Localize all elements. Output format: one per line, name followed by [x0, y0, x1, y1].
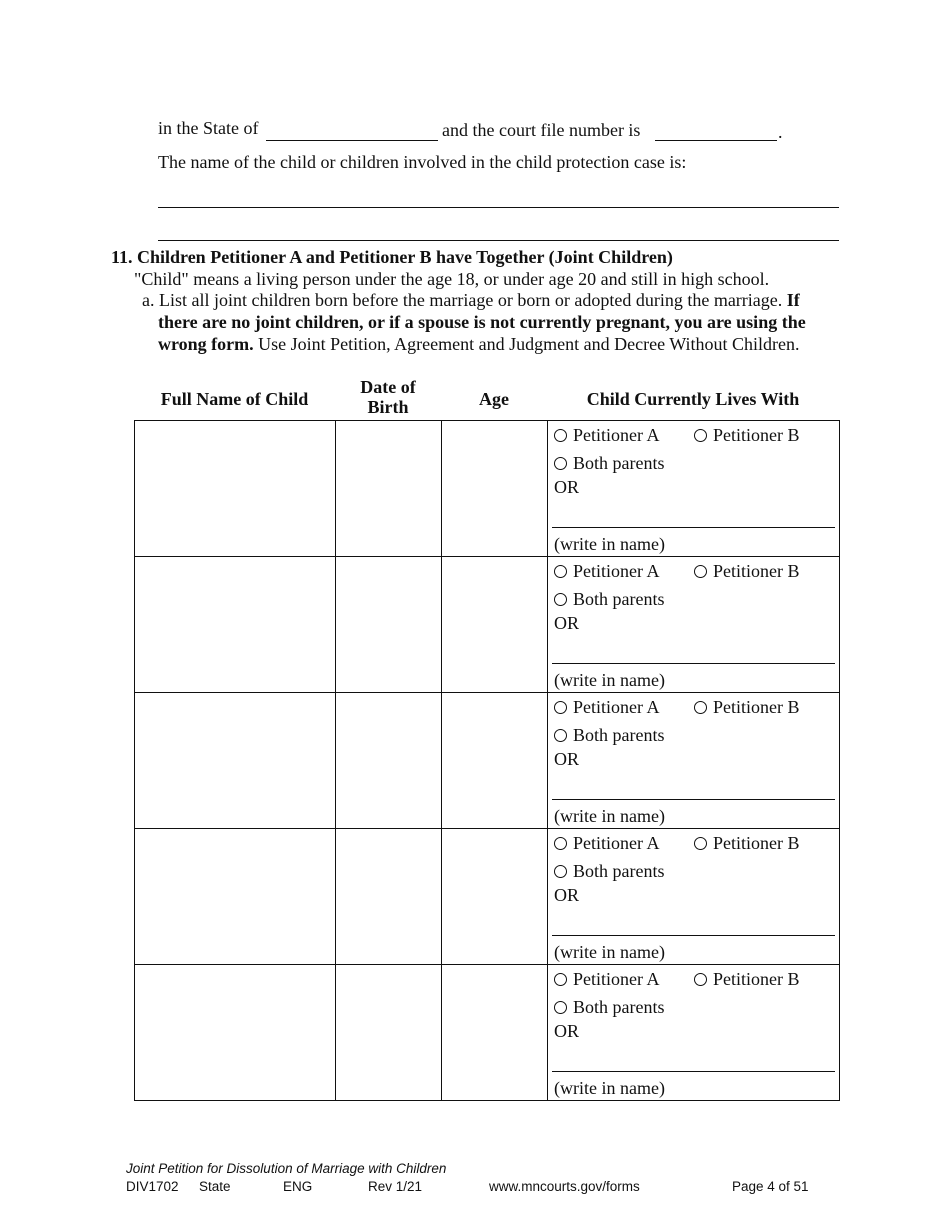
option-petitioner-a-label: Petitioner A: [573, 425, 660, 445]
radio-petitioner-a-icon[interactable]: [554, 973, 567, 986]
option-petitioner-b[interactable]: [694, 697, 800, 717]
write-in-line[interactable]: [552, 1071, 835, 1072]
lives-with-cell: [548, 421, 840, 557]
option-petitioner-a-label: Petitioner A: [573, 969, 660, 989]
child-name-cell[interactable]: [135, 693, 336, 829]
or-label: OR: [554, 749, 580, 769]
write-in-line[interactable]: [552, 799, 835, 800]
option-both-parents-label: Both parents: [573, 725, 665, 745]
lives-with-cell: [548, 693, 840, 829]
write-in-line[interactable]: [552, 935, 835, 936]
option-petitioner-a[interactable]: [554, 697, 660, 717]
write-in-line[interactable]: [552, 663, 835, 664]
item-a-line-1-text: a. List all joint children born before the marriage or born or adopted during the marriage.: [142, 290, 783, 310]
or-label: OR: [554, 1021, 580, 1041]
option-both-parents-label: Both parents: [573, 453, 665, 473]
child-dob-cell[interactable]: [336, 557, 442, 693]
radio-petitioner-b-icon[interactable]: [694, 701, 707, 714]
option-both-parents-label: Both parents: [573, 589, 665, 609]
table-row: [135, 557, 840, 693]
children-names-line-2[interactable]: [158, 240, 839, 241]
footer-website[interactable]: www.mncourts.gov/forms: [489, 1179, 640, 1194]
item-a-line-3: [158, 333, 800, 355]
state-input-line[interactable]: [266, 140, 438, 141]
option-petitioner-b[interactable]: [694, 969, 800, 989]
or-label: OR: [554, 613, 580, 633]
option-petitioner-b-label: Petitioner B: [713, 833, 800, 853]
or-label: OR: [554, 885, 580, 905]
child-dob-cell[interactable]: [336, 965, 442, 1101]
child-dob-cell[interactable]: [336, 693, 442, 829]
write-in-line[interactable]: [552, 527, 835, 528]
lives-with-cell: [548, 557, 840, 693]
child-age-cell[interactable]: [442, 829, 548, 965]
radio-petitioner-a-icon[interactable]: [554, 565, 567, 578]
file-number-label: and the court file number is: [442, 120, 641, 140]
radio-both-parents-icon[interactable]: [554, 457, 567, 470]
footer-form-code: DIV1702: [126, 1179, 179, 1194]
child-definition: "Child" means a living person under the age 18, or under age 20 and still in high school.: [134, 269, 770, 289]
children-names-label: The name of the child or children involved in the child protection case is:: [158, 152, 687, 172]
table-row: [135, 829, 840, 965]
radio-petitioner-a-icon[interactable]: [554, 837, 567, 850]
joint-children-table: [134, 420, 840, 1101]
table-row: [135, 965, 840, 1101]
header-full-name: Full Name of Child: [160, 389, 309, 409]
child-name-cell[interactable]: [135, 829, 336, 965]
item-a-line-1-bold: If: [786, 290, 800, 310]
radio-petitioner-a-icon[interactable]: [554, 429, 567, 442]
footer-language: ENG: [283, 1179, 313, 1194]
item-a-line-2: there are no joint children, or if a spouse is not currently pregnant, you are using the: [158, 312, 806, 332]
option-petitioner-b-label: Petitioner B: [713, 561, 800, 581]
option-petitioner-b-label: Petitioner B: [713, 697, 800, 717]
child-name-cell[interactable]: [135, 557, 336, 693]
option-petitioner-b[interactable]: [694, 425, 800, 445]
write-in-label: (write in name): [554, 942, 665, 962]
write-in-label: (write in name): [554, 534, 665, 554]
header-age: Age: [479, 389, 509, 409]
lives-with-cell: [548, 829, 840, 965]
option-both-parents[interactable]: [554, 861, 665, 881]
radio-petitioner-b-icon[interactable]: [694, 429, 707, 442]
child-name-cell[interactable]: [135, 965, 336, 1101]
child-age-cell[interactable]: [442, 693, 548, 829]
child-age-cell[interactable]: [442, 421, 548, 557]
child-age-cell[interactable]: [442, 557, 548, 693]
radio-both-parents-icon[interactable]: [554, 1001, 567, 1014]
footer-page-number: Page 4 of 51: [732, 1179, 809, 1194]
header-dob-line-2: Birth: [367, 397, 409, 417]
item-a-line-1: [142, 289, 800, 311]
option-both-parents[interactable]: [554, 589, 665, 609]
write-in-label: (write in name): [554, 806, 665, 826]
option-petitioner-a[interactable]: [554, 561, 660, 581]
option-petitioner-b[interactable]: [694, 561, 800, 581]
option-petitioner-a[interactable]: [554, 969, 660, 989]
option-both-parents[interactable]: [554, 997, 665, 1017]
child-dob-cell[interactable]: [336, 421, 442, 557]
option-petitioner-a-label: Petitioner A: [573, 697, 660, 717]
child-age-cell[interactable]: [442, 965, 548, 1101]
child-dob-cell[interactable]: [336, 829, 442, 965]
child-name-cell[interactable]: [135, 421, 336, 557]
header-dob-line-1: Date of: [360, 377, 416, 397]
header-date-of-birth: [335, 377, 441, 417]
item-a-line-3-bold: wrong form.: [158, 334, 254, 354]
option-petitioner-b-label: Petitioner B: [713, 425, 800, 445]
children-names-line-1[interactable]: [158, 207, 839, 208]
file-number-input-line[interactable]: [655, 140, 777, 141]
option-both-parents[interactable]: [554, 725, 665, 745]
radio-petitioner-b-icon[interactable]: [694, 973, 707, 986]
header-lives-with: Child Currently Lives With: [586, 389, 800, 409]
option-petitioner-a-label: Petitioner A: [573, 833, 660, 853]
lives-with-cell: [548, 965, 840, 1101]
option-both-parents[interactable]: [554, 453, 665, 473]
item-a-line-3-text: Use Joint Petition, Agreement and Judgment and Decree Without Children.: [258, 334, 800, 354]
footer-form-type: State: [199, 1179, 231, 1194]
table-row: [135, 421, 840, 557]
period: .: [778, 122, 783, 142]
option-petitioner-a-label: Petitioner A: [573, 561, 660, 581]
option-petitioner-a[interactable]: [554, 425, 660, 445]
write-in-label: (write in name): [554, 670, 665, 690]
option-petitioner-b-label: Petitioner B: [713, 969, 800, 989]
radio-both-parents-icon[interactable]: [554, 729, 567, 742]
radio-petitioner-a-icon[interactable]: [554, 701, 567, 714]
radio-petitioner-b-icon[interactable]: [694, 837, 707, 850]
option-both-parents-label: Both parents: [573, 997, 665, 1017]
option-petitioner-b[interactable]: [694, 833, 800, 853]
footer-revision: Rev 1/21: [368, 1179, 423, 1194]
radio-both-parents-icon[interactable]: [554, 865, 567, 878]
option-both-parents-label: Both parents: [573, 861, 665, 881]
write-in-label: (write in name): [554, 1078, 665, 1098]
radio-petitioner-b-icon[interactable]: [694, 565, 707, 578]
option-petitioner-a[interactable]: [554, 833, 660, 853]
footer-form-title: Joint Petition for Dissolution of Marriage with Children: [126, 1161, 447, 1176]
radio-both-parents-icon[interactable]: [554, 593, 567, 606]
table-row: [135, 693, 840, 829]
section-11-heading: 11. Children Petitioner A and Petitioner B have Together (Joint Children): [111, 247, 673, 267]
state-label: in the State of: [158, 118, 259, 138]
or-label: OR: [554, 477, 580, 497]
